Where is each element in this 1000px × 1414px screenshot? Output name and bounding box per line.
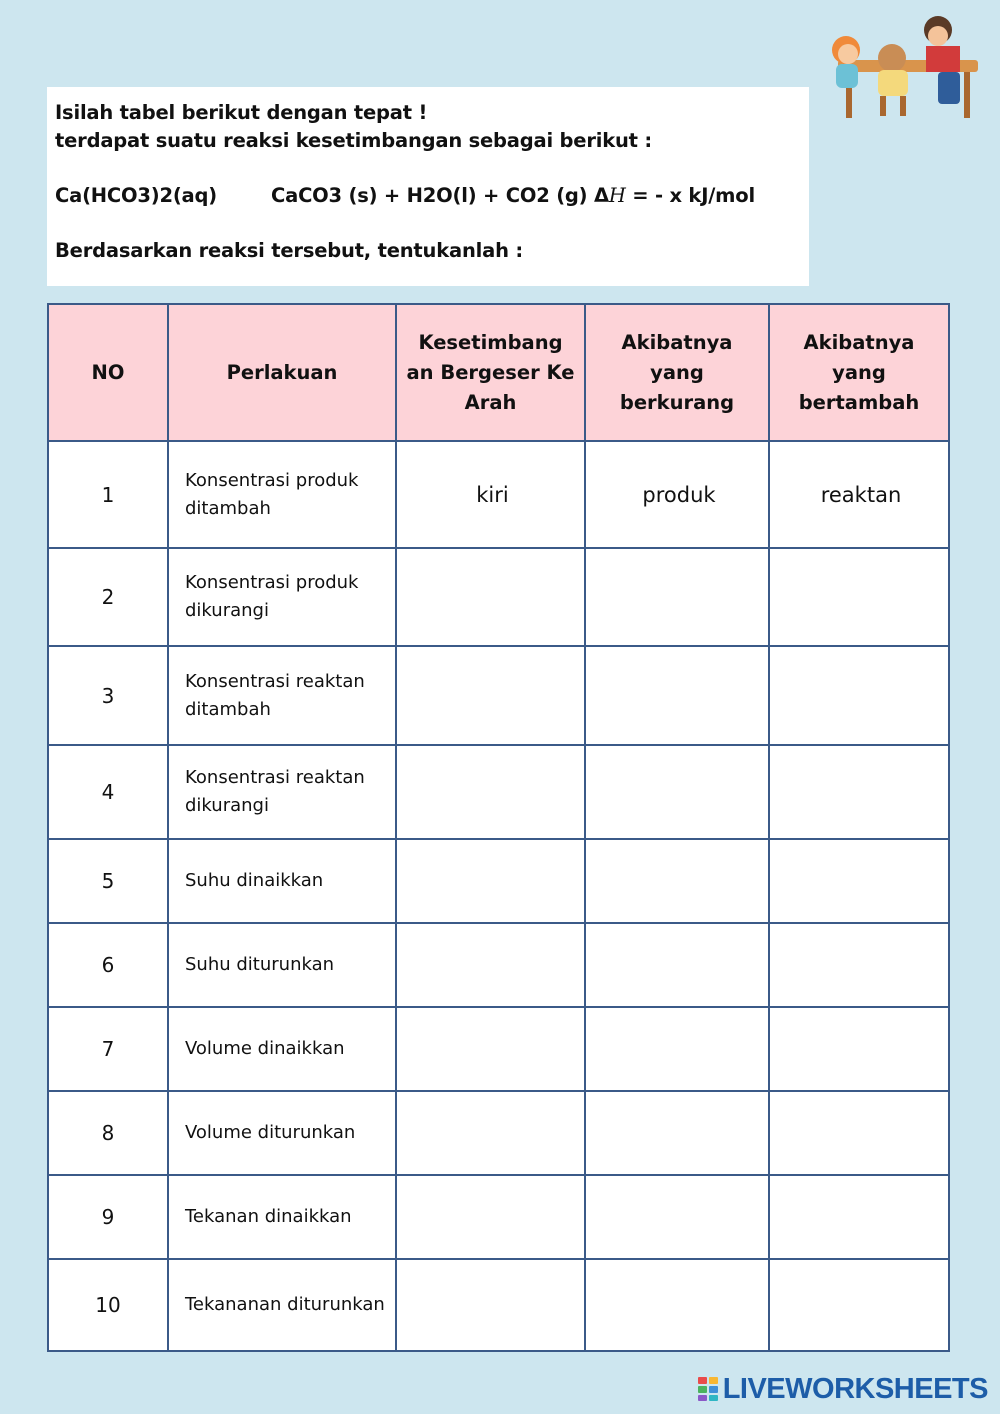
row-number: 9 bbox=[48, 1175, 168, 1259]
berkurang-answer-input[interactable] bbox=[587, 584, 771, 610]
row-number: 1 bbox=[48, 441, 168, 548]
arah-answer-cell[interactable] bbox=[396, 1259, 585, 1351]
arah-answer-cell[interactable] bbox=[396, 1175, 585, 1259]
instructions-box bbox=[47, 87, 809, 286]
arah-answer-input[interactable] bbox=[398, 1036, 587, 1062]
arah-answer-cell[interactable] bbox=[396, 923, 585, 1007]
arah-answer-input[interactable] bbox=[398, 1204, 587, 1230]
arah-answer-cell[interactable] bbox=[396, 548, 585, 646]
berkurang-answer-input[interactable] bbox=[587, 1292, 771, 1318]
bertambah-answer-cell[interactable] bbox=[769, 1007, 949, 1091]
table-row bbox=[48, 839, 949, 923]
row-number: 5 bbox=[48, 839, 168, 923]
arah-answer-cell[interactable] bbox=[396, 441, 585, 548]
worksheet-table bbox=[47, 303, 950, 1352]
bertambah-answer-input[interactable] bbox=[771, 482, 951, 508]
bertambah-answer-cell[interactable] bbox=[769, 1259, 949, 1351]
row-number: 4 bbox=[48, 745, 168, 839]
arah-answer-cell[interactable] bbox=[396, 745, 585, 839]
arah-answer-input[interactable] bbox=[398, 482, 587, 508]
berkurang-answer-cell[interactable] bbox=[585, 1175, 769, 1259]
berkurang-answer-cell[interactable] bbox=[585, 745, 769, 839]
bertambah-answer-input[interactable] bbox=[771, 683, 951, 709]
table-header-row bbox=[48, 304, 949, 441]
bertambah-answer-cell[interactable] bbox=[769, 745, 949, 839]
header-berkurang: Akibatnya yang berkurang bbox=[585, 304, 769, 441]
table-row bbox=[48, 1007, 949, 1091]
berkurang-answer-input[interactable] bbox=[587, 482, 771, 508]
bertambah-answer-input[interactable] bbox=[771, 1120, 951, 1146]
table-row bbox=[48, 441, 949, 548]
bertambah-answer-input[interactable] bbox=[771, 1204, 951, 1230]
bertambah-answer-input[interactable] bbox=[771, 1036, 951, 1062]
bertambah-answer-cell[interactable] bbox=[769, 839, 949, 923]
berkurang-answer-cell[interactable] bbox=[585, 839, 769, 923]
instruction-line-2: terdapat suatu reaksi kesetimbangan sebagai berikut : bbox=[55, 129, 652, 152]
row-number: 10 bbox=[48, 1259, 168, 1351]
bertambah-answer-cell[interactable] bbox=[769, 1091, 949, 1175]
enthalpy-symbol: H bbox=[608, 184, 626, 207]
row-number: 6 bbox=[48, 923, 168, 1007]
row-number: 7 bbox=[48, 1007, 168, 1091]
row-number: 3 bbox=[48, 646, 168, 745]
bertambah-answer-input[interactable] bbox=[771, 779, 951, 805]
header-perlakuan: Perlakuan bbox=[168, 304, 396, 441]
berkurang-answer-cell[interactable] bbox=[585, 923, 769, 1007]
bertambah-answer-input[interactable] bbox=[771, 1292, 951, 1318]
arah-answer-input[interactable] bbox=[398, 779, 587, 805]
berkurang-answer-cell[interactable] bbox=[585, 1091, 769, 1175]
bertambah-answer-input[interactable] bbox=[771, 952, 951, 978]
arah-answer-cell[interactable] bbox=[396, 646, 585, 745]
brand-name: LIVEWORKSHEETS bbox=[722, 1372, 988, 1405]
kids-reading-illustration-icon bbox=[818, 8, 988, 128]
header-bertambah: Akibatnya yang bertambah bbox=[769, 304, 949, 441]
berkurang-answer-input[interactable] bbox=[587, 1036, 771, 1062]
header-arah: Kesetimbang an Bergeser Ke Arah bbox=[396, 304, 585, 441]
berkurang-answer-cell[interactable] bbox=[585, 646, 769, 745]
arah-answer-cell[interactable] bbox=[396, 1007, 585, 1091]
berkurang-answer-input[interactable] bbox=[587, 1120, 771, 1146]
reaction-equation bbox=[55, 182, 801, 210]
berkurang-answer-input[interactable] bbox=[587, 868, 771, 894]
arah-answer-input[interactable] bbox=[398, 584, 587, 610]
perlakuan-cell: Volume dinaikkan bbox=[168, 1007, 396, 1091]
berkurang-answer-input[interactable] bbox=[587, 952, 771, 978]
table-row bbox=[48, 745, 949, 839]
bertambah-answer-cell[interactable] bbox=[769, 441, 949, 548]
perlakuan-cell: Konsentrasi reaktan dikurangi bbox=[168, 745, 396, 839]
arah-answer-cell[interactable] bbox=[396, 839, 585, 923]
header-no: NO bbox=[48, 304, 168, 441]
instruction-line-1: Isilah tabel berikut dengan tepat ! bbox=[55, 101, 428, 124]
arah-answer-input[interactable] bbox=[398, 1292, 587, 1318]
reaction-products: CaCO3 (s) + H2O(l) + CO2 (g) Δ bbox=[271, 184, 609, 207]
liveworksheets-logo-icon bbox=[697, 1376, 719, 1402]
perlakuan-cell: Suhu diturunkan bbox=[168, 923, 396, 1007]
bertambah-answer-cell[interactable] bbox=[769, 1175, 949, 1259]
brand-footer bbox=[697, 1372, 988, 1406]
arah-answer-input[interactable] bbox=[398, 683, 587, 709]
berkurang-answer-input[interactable] bbox=[587, 779, 771, 805]
table-row bbox=[48, 1175, 949, 1259]
bertambah-answer-cell[interactable] bbox=[769, 646, 949, 745]
perlakuan-cell: Volume diturunkan bbox=[168, 1091, 396, 1175]
row-number: 2 bbox=[48, 548, 168, 646]
berkurang-answer-cell[interactable] bbox=[585, 1259, 769, 1351]
table-row bbox=[48, 646, 949, 745]
berkurang-answer-cell[interactable] bbox=[585, 441, 769, 548]
arah-answer-input[interactable] bbox=[398, 868, 587, 894]
table-row bbox=[48, 1259, 949, 1351]
perlakuan-cell: Konsentrasi reaktan ditambah bbox=[168, 646, 396, 745]
instruction-question: Berdasarkan reaksi tersebut, tentukanlah : bbox=[55, 239, 523, 262]
row-number: 8 bbox=[48, 1091, 168, 1175]
bertambah-answer-input[interactable] bbox=[771, 868, 951, 894]
bertambah-answer-input[interactable] bbox=[771, 584, 951, 610]
reaction-reactant: Ca(HCO3)2(aq) bbox=[55, 184, 217, 207]
berkurang-answer-input[interactable] bbox=[587, 683, 771, 709]
berkurang-answer-input[interactable] bbox=[587, 1204, 771, 1230]
perlakuan-cell: Suhu dinaikkan bbox=[168, 839, 396, 923]
bertambah-answer-cell[interactable] bbox=[769, 923, 949, 1007]
arah-answer-cell[interactable] bbox=[396, 1091, 585, 1175]
berkurang-answer-cell[interactable] bbox=[585, 548, 769, 646]
table-row bbox=[48, 548, 949, 646]
table-row bbox=[48, 923, 949, 1007]
enthalpy-value: = - x kJ/mol bbox=[625, 184, 755, 207]
perlakuan-cell: Tekanan dinaikkan bbox=[168, 1175, 396, 1259]
berkurang-answer-cell[interactable] bbox=[585, 1007, 769, 1091]
arah-answer-input[interactable] bbox=[398, 1120, 587, 1146]
arah-answer-input[interactable] bbox=[398, 952, 587, 978]
table-row bbox=[48, 1091, 949, 1175]
perlakuan-cell: Konsentrasi produk dikurangi bbox=[168, 548, 396, 646]
perlakuan-cell: Tekananan diturunkan bbox=[168, 1259, 396, 1351]
perlakuan-cell: Konsentrasi produk ditambah bbox=[168, 441, 396, 548]
bertambah-answer-cell[interactable] bbox=[769, 548, 949, 646]
